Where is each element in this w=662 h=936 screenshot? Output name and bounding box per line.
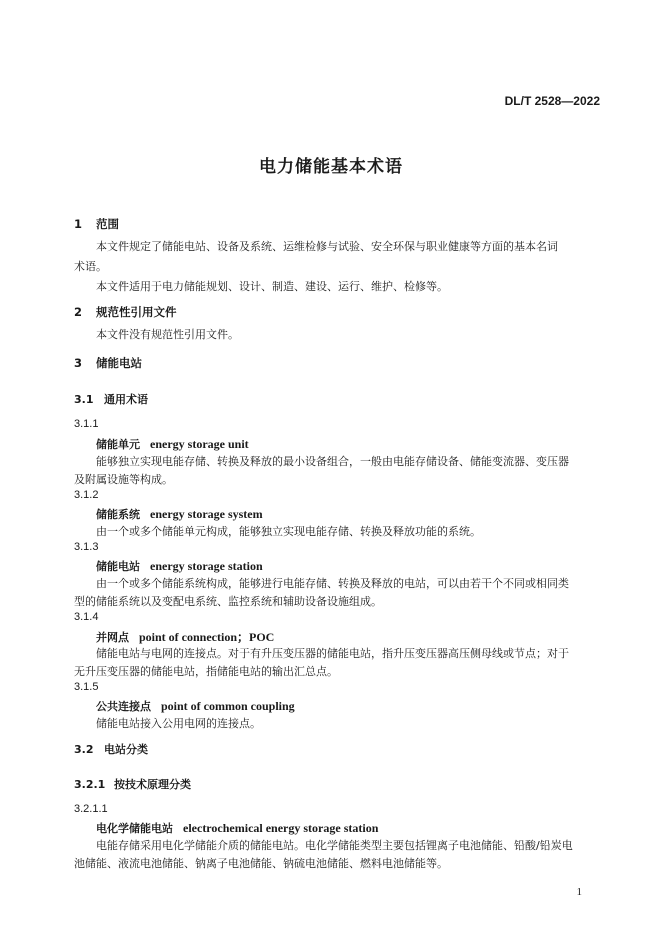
term-heading <box>96 506 263 522</box>
section-1-heading <box>74 216 119 232</box>
standard-code: DL/T 2528—2022 <box>504 94 600 108</box>
term-chinese: 储能单元 <box>96 438 140 451</box>
term-english: point of common coupling <box>161 699 295 713</box>
section-2-heading <box>74 304 177 320</box>
section-title: 储能电站 <box>96 356 142 370</box>
term-english: energy storage system <box>150 507 263 521</box>
subsection-3-1-heading <box>74 391 148 407</box>
term-number: 3.1.5 <box>74 681 99 693</box>
term-chinese: 电化学储能电站 <box>96 822 173 835</box>
subsection-3-2-1-heading <box>74 776 191 792</box>
term-number: 3.1.1 <box>74 418 99 430</box>
term-chinese: 公共连接点 <box>96 700 151 713</box>
paragraph: 本文件适用于电力储能规划、设计、制造、建设、运行、维护、检修等。 <box>96 280 448 293</box>
section-title: 范围 <box>96 217 119 231</box>
term-number: 3.1.2 <box>74 489 99 501</box>
subsection-title: 电站分类 <box>104 743 148 756</box>
term-chinese: 储能系统 <box>96 508 140 521</box>
term-number: 3.1.3 <box>74 541 99 553</box>
definition-continued: 型的储能系统以及变配电系统、监控系统和辅助设备设施组成。 <box>74 595 382 608</box>
definition: 能够独立实现电能存储、转换及释放的最小设备组合，一般由电能存储设备、储能变流器、变压器 <box>96 455 569 468</box>
term-english: energy storage station <box>150 559 263 573</box>
term-heading <box>96 558 263 574</box>
subsection-title: 通用术语 <box>104 393 148 406</box>
term-heading <box>96 628 274 645</box>
paragraph: 本文件规定了储能电站、设备及系统、运维检修与试验、安全环保与职业健康等方面的基本名词 <box>96 240 558 253</box>
page-number: 1 <box>576 886 582 898</box>
term-heading <box>96 698 295 714</box>
subsection-number: 3.1 <box>74 393 94 406</box>
term-heading <box>96 436 249 452</box>
subsection-number: 3.2 <box>74 743 94 756</box>
definition: 储能电站与电网的连接点。对于有升压变压器的储能电站，指升压变压器高压侧母线或节点；对于 <box>96 647 569 660</box>
paragraph: 本文件没有规范性引用文件。 <box>96 328 239 341</box>
definition: 储能电站接入公用电网的连接点。 <box>96 717 261 730</box>
subsection-number: 3.2.1 <box>74 778 106 791</box>
term-english: point of connection；POC <box>139 630 275 644</box>
definition-continued: 无升压变压器的储能电站，指储能电站的输出汇总点。 <box>74 665 338 678</box>
subsection-title: 按技术原理分类 <box>114 778 191 791</box>
definition-continued: 池储能、液流电池储能、钠离子电池储能、钠硫电池储能、燃料电池储能等。 <box>74 857 448 870</box>
document-title: 电力储能基本术语 <box>259 157 403 177</box>
term-chinese: 储能电站 <box>96 560 140 573</box>
section-3-heading <box>74 355 142 371</box>
subsection-3-2-heading <box>74 741 148 757</box>
section-number: 2 <box>74 305 83 319</box>
term-number: 3.1.4 <box>74 611 99 623</box>
section-number: 1 <box>74 217 83 231</box>
term-english: energy storage unit <box>150 437 249 451</box>
definition: 由一个或多个储能单元构成，能够独立实现电能存储、转换及释放功能的系统。 <box>96 525 481 538</box>
term-number: 3.2.1.1 <box>74 803 108 815</box>
section-number: 3 <box>74 356 83 370</box>
definition: 由一个或多个储能系统构成，能够进行电能存储、转换及释放的电站，可以由若干个不同或相同类 <box>96 577 569 590</box>
paragraph-continued: 术语。 <box>74 260 107 273</box>
definition: 电能存储采用电化学储能介质的储能电站。电化学储能类型主要包括锂离子电池储能、铅酸/铅炭电 <box>96 839 573 852</box>
definition-continued: 及附属设施等构成。 <box>74 473 173 486</box>
term-chinese: 并网点 <box>96 631 129 644</box>
section-title: 规范性引用文件 <box>96 305 177 319</box>
term-heading <box>96 820 378 836</box>
term-english: electrochemical energy storage station <box>183 821 379 835</box>
